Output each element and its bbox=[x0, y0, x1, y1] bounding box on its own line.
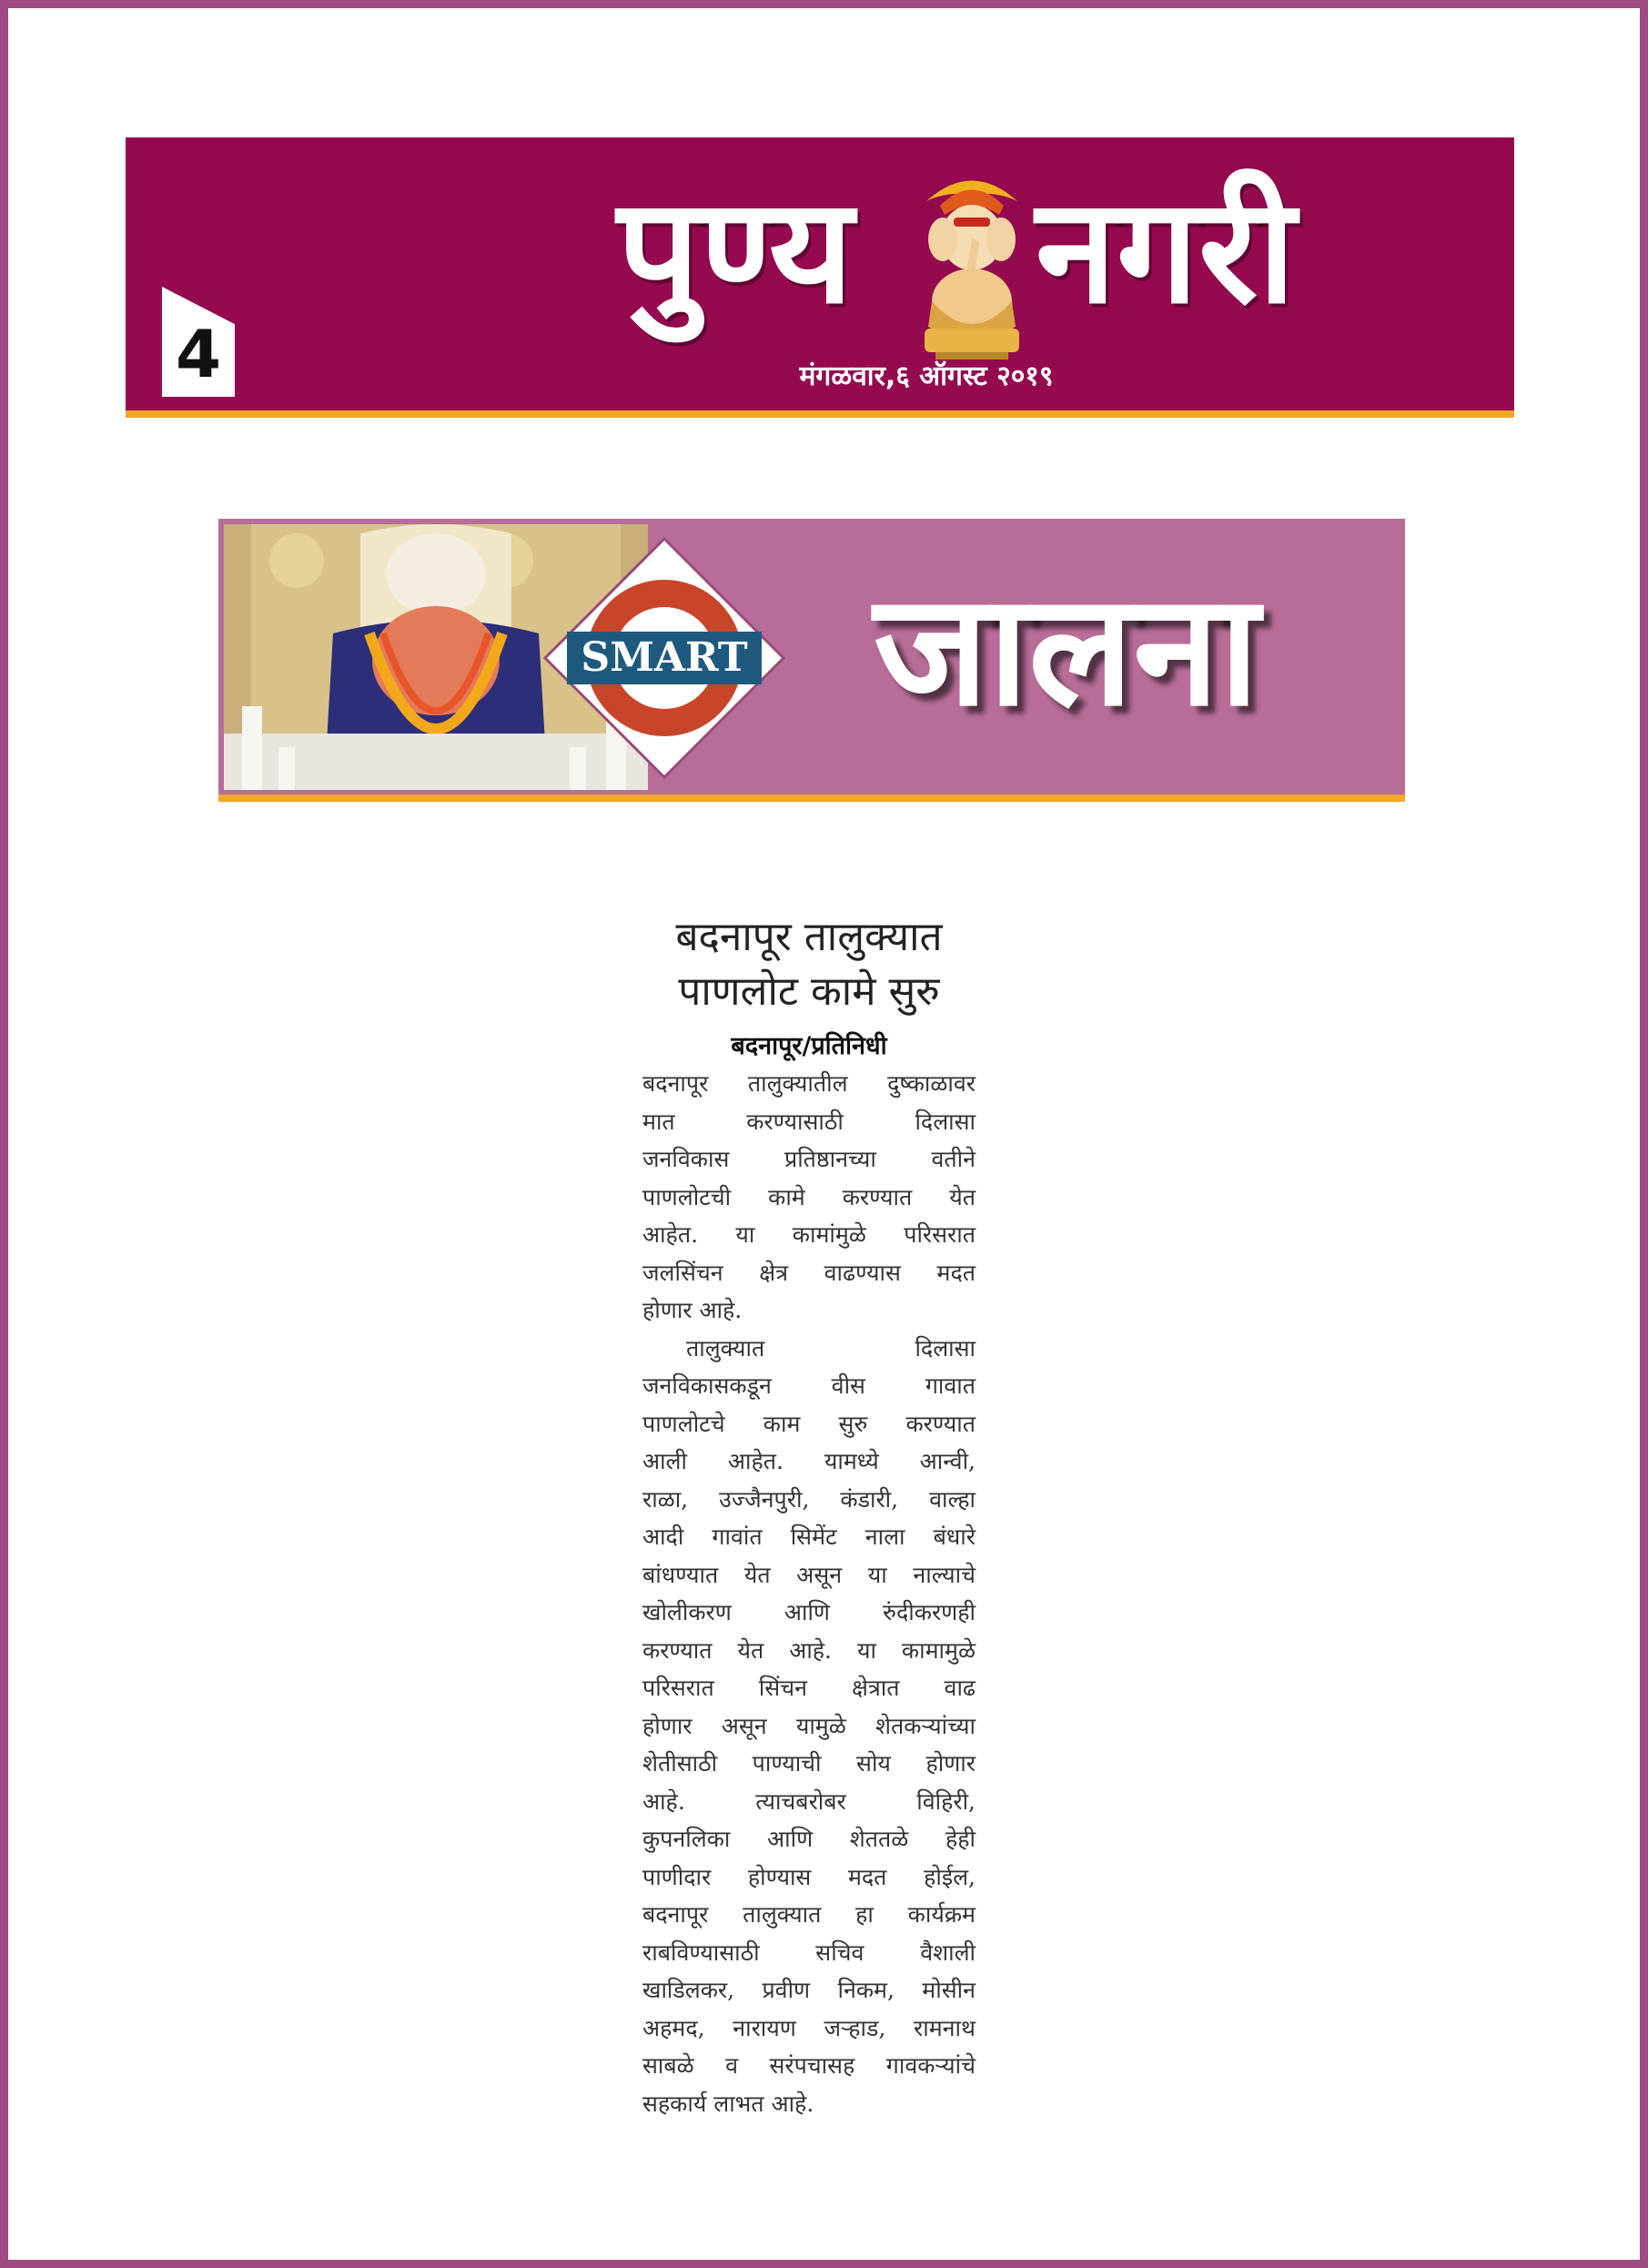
ganesha-icon bbox=[908, 165, 1036, 360]
article-line: कुपनलिका आणि शेततळे हेही bbox=[642, 1826, 976, 1852]
news-article bbox=[642, 910, 976, 2122]
edition-banner bbox=[218, 519, 1405, 795]
article-line: पाणलोटचे काम सुरु करण्यात bbox=[642, 1410, 976, 1437]
article-line: राबविण्यासाठी सचिव वैशाली bbox=[642, 1939, 976, 1966]
article-paragraph-1 bbox=[642, 1065, 976, 1330]
headline-line: बदनापूर तालुक्यात bbox=[675, 914, 943, 960]
article-line: जनविकासकडून वीस गावात bbox=[642, 1372, 976, 1399]
article-line: राळा, उज्जैनपुरी, कंडारी, वाल्हा bbox=[642, 1485, 976, 1513]
article-dateline: बदनापूर/प्रतिनिधी bbox=[731, 1032, 887, 1060]
article-line: अहमद, नारायण जऱ्हाड, रामनाथ bbox=[642, 2014, 976, 2041]
article-line: आदी गावांत सिमेंट नाला बंधारे bbox=[642, 1524, 976, 1550]
masthead-rule bbox=[126, 410, 1514, 418]
edition-rule bbox=[218, 795, 1405, 802]
article-line: जलसिंचन क्षेत्र वाढण्यास मदत bbox=[642, 1259, 976, 1286]
article-line: पाणलोटची कामे करण्यात येत bbox=[642, 1183, 976, 1210]
article-headline bbox=[642, 910, 976, 1019]
article-line: बदनापूर तालुक्यातील दुष्काळावर bbox=[642, 1070, 976, 1097]
article-paragraph-2 bbox=[642, 1330, 976, 2123]
article-line: बदनापूर तालुक्यात हा कार्यक्रम bbox=[642, 1901, 976, 1928]
article-line: जनविकास प्रतिष्ठानच्या वतीने bbox=[642, 1146, 976, 1172]
paper-name-part1: पुण्य bbox=[617, 166, 854, 336]
article-line: शेतीसाठी पाण्याची सोय होणार bbox=[642, 1750, 976, 1777]
article-line: आहेत. या कामांमुळे परिसरात bbox=[642, 1221, 976, 1248]
article-line: पाणीदार होण्यास मदत होईल, bbox=[642, 1863, 976, 1890]
article-line: परिसरात सिंचन क्षेत्रात वाढ bbox=[642, 1675, 976, 1701]
article-line: होणार असून यामुळे शेतकऱ्यांच्या bbox=[642, 1712, 976, 1739]
headline-line: पाणलोट कामे सुरु bbox=[678, 968, 940, 1015]
smart-logo-text: SMART bbox=[581, 634, 748, 681]
paper-name-part2: नगरी bbox=[1036, 166, 1296, 336]
article-line: खोलीकरण आणि रुंदीकरणही bbox=[642, 1599, 976, 1625]
page-number: 4 bbox=[175, 316, 222, 392]
article-line: मात करण्यासाठी दिलासा bbox=[642, 1108, 976, 1135]
edition-name: जालना bbox=[874, 561, 1259, 741]
issue-date: मंगळवार,६ ऑगस्ट २०१९ bbox=[799, 360, 1054, 392]
article-line: तालुक्यात दिलासा bbox=[686, 1334, 976, 1362]
article-line: खाडिलकर, प्रवीण निकम, मोसीन bbox=[642, 1977, 976, 2003]
article-line: करण्यात येत आहे. या कामामुळे bbox=[642, 1636, 976, 1664]
newspaper-masthead bbox=[126, 137, 1514, 410]
article-line: आली आहेत. यामध्ये आन्वी, bbox=[642, 1448, 976, 1474]
article-line: आहे. त्याचबरोबर विहिरी, bbox=[642, 1787, 976, 1815]
article-line: सहकार्य लाभत आहे. bbox=[642, 2090, 814, 2117]
article-line: होणार आहे. bbox=[642, 1297, 743, 1323]
article-line: बांधण्यात येत असून या नाल्याचे bbox=[642, 1561, 976, 1588]
article-line: साबळे व सरंपचासह गावकऱ्यांचे bbox=[642, 2052, 976, 2079]
